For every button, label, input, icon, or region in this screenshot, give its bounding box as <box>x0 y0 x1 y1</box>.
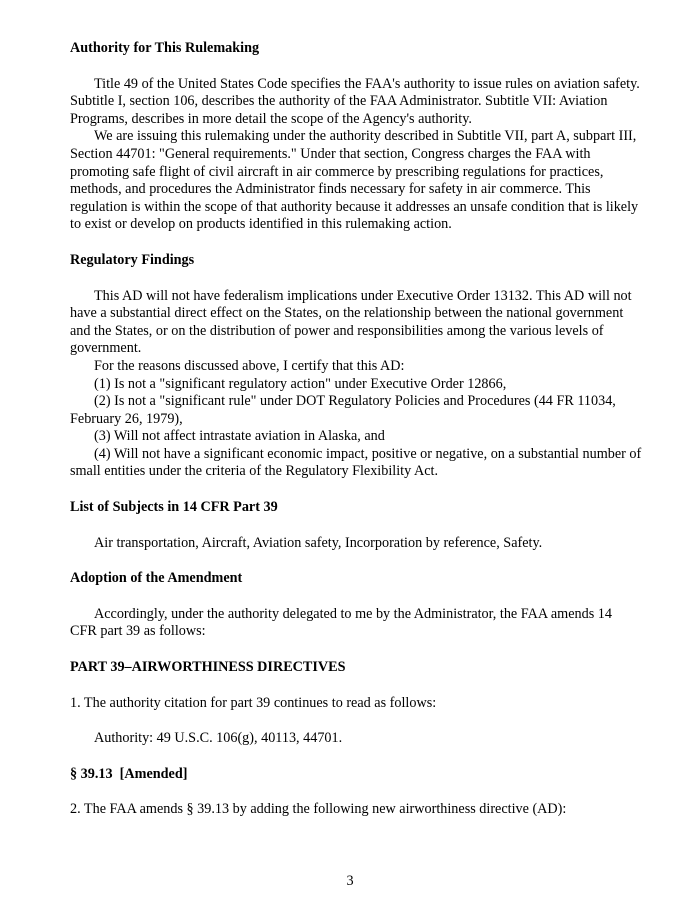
findings-paragraph-2: For the reasons discussed above, I certify that this AD: <box>94 357 405 374</box>
findings-paragraph-1: This AD will not have federalism implications under Executive Order 13132. This AD will not have a substantial direct effect on the States, on the relationship between the national government and the States, or on the distribution of power and responsibilities among the various levels of government. <box>70 287 632 357</box>
section-heading-subjects: List of Subjects in 14 CFR Part 39 <box>70 499 278 516</box>
document-body <box>70 40 642 819</box>
section-heading-amended: § 39.13 [Amended] <box>70 765 188 782</box>
part39-authority-citation: Authority: 49 U.S.C. 106(g), 40113, 44701. <box>94 730 343 747</box>
part39-paragraph-1: 1. The authority citation for part 39 continues to read as follows: <box>70 694 437 711</box>
authority-paragraph-1: Title 49 of the United States Code specifies the FAA's authority to issue rules on aviation safety. Subtitle I, section 106, describes the authority of the FAA Administrator. Subtitle VII: Aviation Programs, describes in more detail the scope of the Agency's authority. <box>70 75 640 127</box>
amended-paragraph: 2. The FAA amends § 39.13 by adding the following new airworthiness directive (AD): <box>70 801 567 818</box>
section-heading-authority: Authority for This Rulemaking <box>70 40 260 56</box>
findings-item-1: (1) Is not a "significant regulatory action" under Executive Order 12866, <box>94 375 507 392</box>
adoption-paragraph: Accordingly, under the authority delegated to me by the Administrator, the FAA amends 14 CFR part 39 as follows: <box>70 605 612 640</box>
findings-item-3: (3) Will not affect intrastate aviation in Alaska, and <box>94 428 385 445</box>
section-heading-part39: PART 39–AIRWORTHINESS DIRECTIVES <box>70 659 346 676</box>
page-number: 3 <box>346 873 354 889</box>
subjects-paragraph: Air transportation, Aircraft, Aviation safety, Incorporation by reference, Safety. <box>94 534 543 551</box>
findings-item-2: (2) Is not a "significant rule" under DOT Regulatory Policies and Procedures (44 FR 11034, February 26, 1979), <box>70 393 616 427</box>
authority-paragraph-2: We are issuing this rulemaking under the authority described in Subtitle VII, part A, subpart III, Section 44701: "General requirements." Under that section, Congress charges the FAA with promoting safe flight of civil aircraft in air commerce by prescribing regulations for practices, methods, and procedures the Administrator finds necessary for safety in air commerce. This regulation is within the scope of that authority because it addresses an unsafe condition that is likely to exist or develop on products identified in this rulemaking action. <box>70 128 639 233</box>
section-heading-findings: Regulatory Findings <box>70 251 195 268</box>
findings-item-4: (4) Will not have a significant economic impact, positive or negative, on a substantial number of small entities under the criteria of the Regulatory Flexibility Act. <box>70 445 642 480</box>
section-heading-adoption: Adoption of the Amendment <box>70 570 243 587</box>
